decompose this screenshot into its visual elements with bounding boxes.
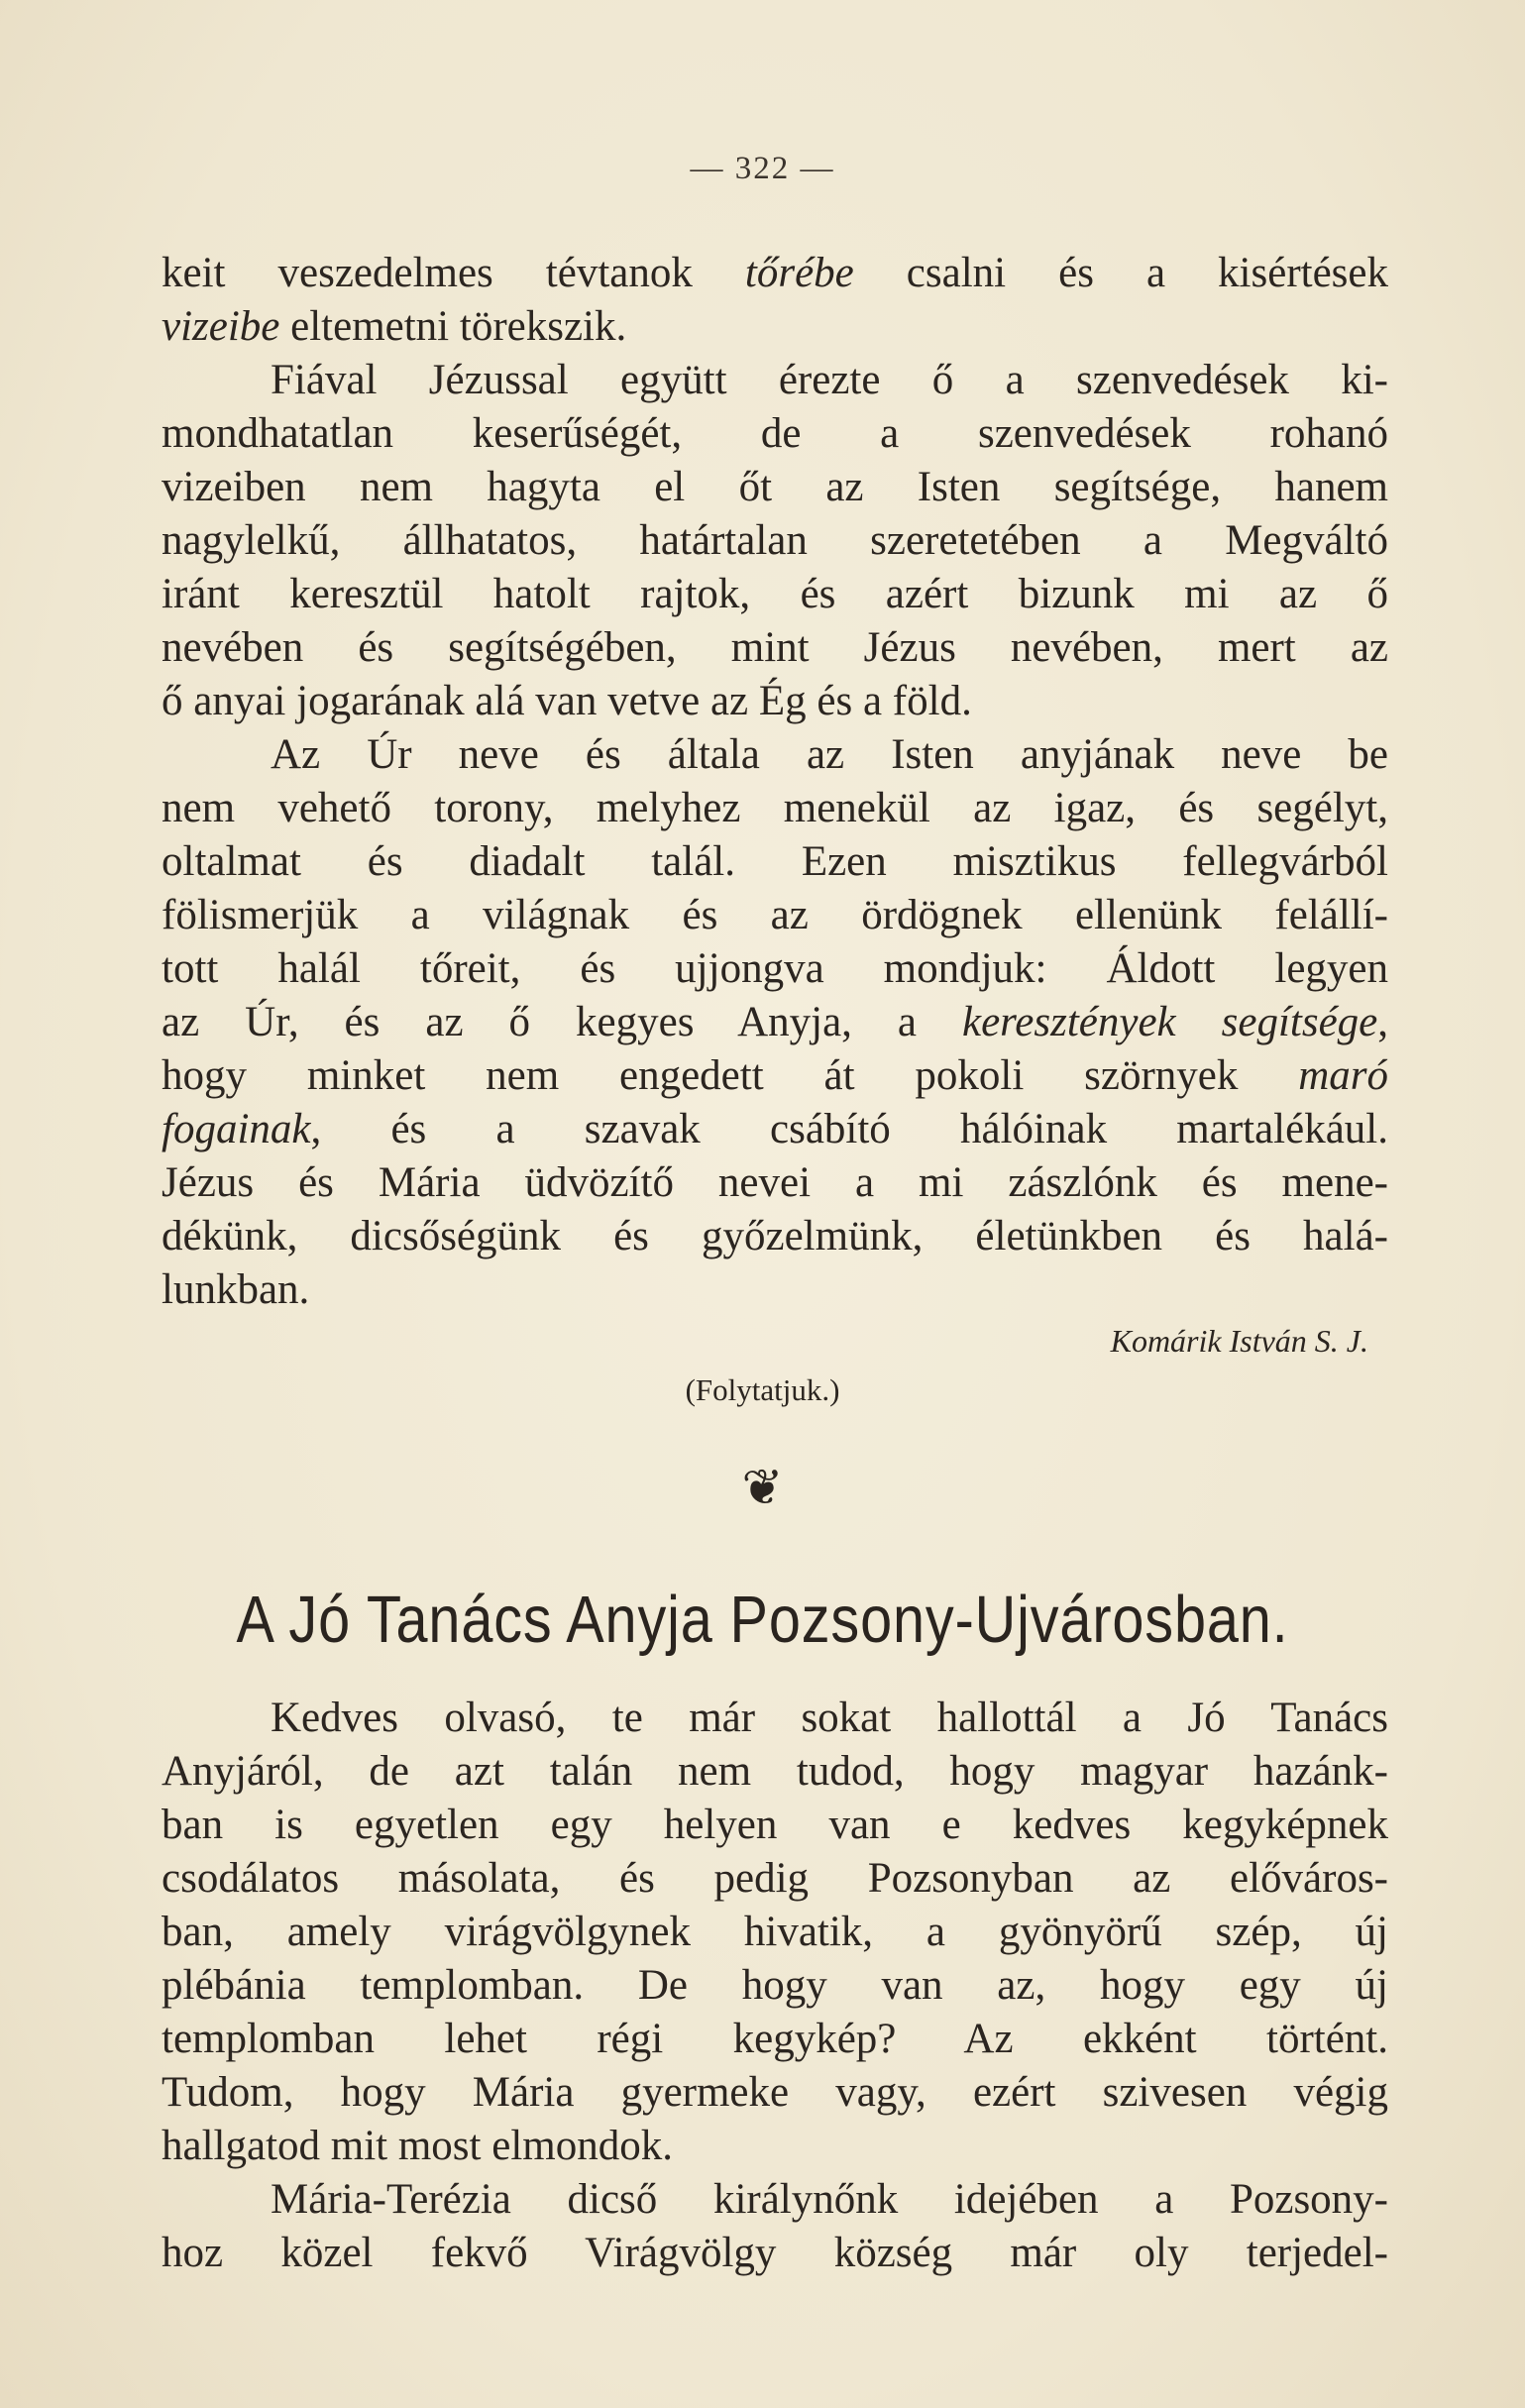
text-line: Anyjáról, de azt talán nem tudod, hogy magyar hazánk- (162, 1748, 1388, 1795)
text-line: fogainak, és a szavak csábító hálóinak martalékául. (162, 1106, 1388, 1152)
text-line: ban, amely virágvölgynek hivatik, a gyönyörű szép, új (162, 1909, 1388, 1955)
author-signature: Komárik István S. J. (1110, 1323, 1368, 1359)
text-line: nem vehető torony, melyhez menekül az igaz, és segélyt, (162, 785, 1388, 831)
text-line: tott halál tőreit, és ujjongva mondjuk: Áldott legyen (162, 945, 1388, 992)
text-line: Tudom, hogy Mária gyermeke vagy, ezért szivesen végig (162, 2069, 1388, 2116)
text-line: ban is egyetlen egy helyen van e kedves kegyképnek (162, 1802, 1388, 1848)
text-line: fölismerjük a világnak és az ördögnek ellenünk felállí- (162, 892, 1388, 938)
text-line: hallgatod mit most elmondok. (162, 2123, 673, 2169)
text-line: mondhatatlan keserűségét, de a szenvedések rohanó (162, 410, 1388, 457)
text-line: Mária-Terézia dicső királynőnk idejében a Pozsony- (271, 2176, 1388, 2223)
continued-note: (Folytatjuk.) (685, 1372, 840, 1407)
text-line: templomban lehet régi kegykép? Az ekként történt. (162, 2016, 1388, 2062)
text-line: nevében és segítségében, mint Jézus nevében, mert az (162, 624, 1388, 671)
text-line: nagylelkű, állhatatos, határtalan szeretetében a Megváltó (162, 517, 1388, 564)
text-line: csodálatos másolata, és pedig Pozsonyban az előváros- (162, 1855, 1388, 1902)
text-block-bottom (162, 1692, 1388, 2280)
signature-row (162, 1323, 1388, 1363)
text-line: keit veszedelmes tévtanok tőrébe csalni és a kisértések (162, 250, 1388, 296)
text-line: vizeibe eltemetni törekszik. (162, 303, 627, 350)
text-line: az Úr, és az ő kegyes Anyja, a keresztények segítsége, (162, 999, 1388, 1045)
text-line: dékünk, dicsőségünk és győzelmünk, életünkben és halá- (162, 1213, 1388, 1259)
text-line: hoz közel fekvő Virágvölgy község már oly terjedel- (162, 2230, 1388, 2276)
text-line: vizeiben nem hagyta el őt az Isten segítsége, hanem (162, 464, 1388, 510)
text-line: oltalmat és diadalt talál. Ezen misztikus fellegvárból (162, 838, 1388, 885)
article-title: A Jó Tanács Anyja Pozsony-Ujvárosban. (236, 1583, 1289, 1657)
text-line: ő anyai jogarának alá van vetve az Ég és a föld. (162, 678, 972, 724)
text-line: Jézus és Mária üdvözítő nevei a mi zászlónk és mene- (162, 1159, 1388, 1206)
text-block-top (162, 247, 1388, 1317)
text-line: lunkban. (162, 1266, 310, 1313)
text-line: Fiával Jézussal együtt érezte ő a szenvedések ki- (271, 357, 1388, 403)
text-line: hogy minket nem engedett át pokoli szörnyek maró (162, 1052, 1388, 1099)
text-line: plébánia templomban. De hogy van az, hogy egy új (162, 1962, 1388, 2009)
text-line: Kedves olvasó, te már sokat hallottál a Jó Tanács (271, 1695, 1388, 1741)
text-line: Az Úr neve és általa az Isten anyjának neve be (271, 731, 1388, 778)
fleuron-icon: ❦ (741, 1460, 784, 1515)
text-line: iránt keresztül hatolt rajtok, és azért bizunk mi az ő (162, 571, 1388, 617)
page-number: — 322 — (690, 151, 835, 186)
